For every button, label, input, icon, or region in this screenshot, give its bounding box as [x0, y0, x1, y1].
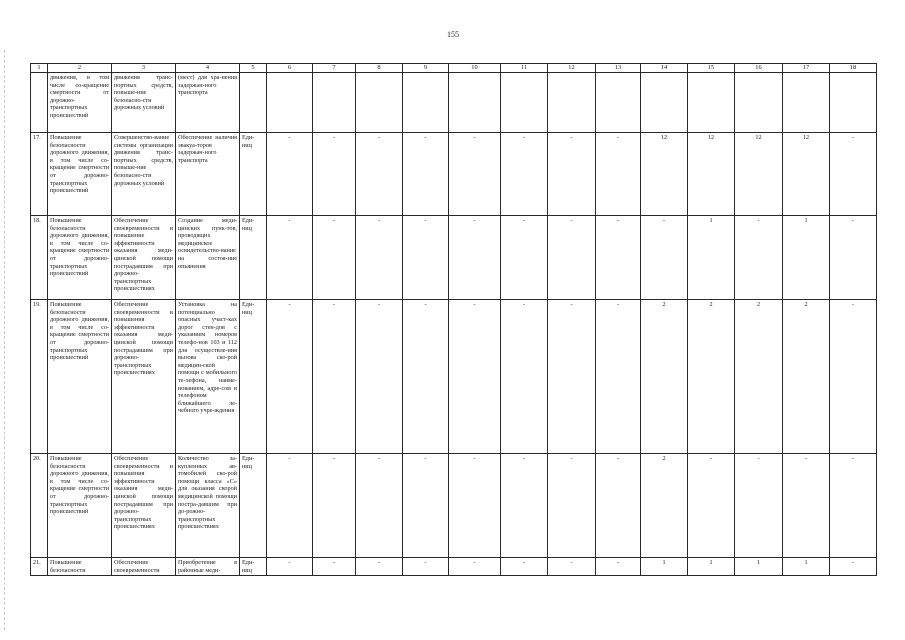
value-cell: -: [403, 216, 449, 300]
row-number: 18.: [31, 216, 48, 300]
column-number-11: 11: [501, 64, 548, 73]
row-number: 20.: [31, 454, 48, 558]
value-cell: -: [501, 454, 548, 558]
table-row: [31, 558, 877, 576]
value-cell: -: [449, 133, 501, 216]
value-cell: -: [403, 558, 449, 576]
value-cell: [641, 73, 688, 133]
value-cell: -: [596, 454, 641, 558]
row-number: 21.: [31, 558, 48, 576]
value-cell: -: [313, 133, 356, 216]
value-cell: -: [830, 558, 877, 576]
value-cell: -: [449, 558, 501, 576]
value-cell: -: [356, 300, 403, 454]
unit-cell: [240, 73, 267, 133]
value-cell: -: [596, 558, 641, 576]
goal-cell: Повышение безопасности дорожного движения, в том числе со-кращение смертности от дорожно-транспортных происшествий: [48, 133, 112, 216]
value-cell: -: [735, 216, 783, 300]
value-cell: -: [313, 558, 356, 576]
indicator-cell: (мест) для хра-нения задержан-ного транспорта: [176, 73, 240, 133]
unit-cell: Еди-ниц: [240, 300, 267, 454]
value-cell: 1: [783, 558, 830, 576]
column-number-18: 18: [830, 64, 877, 73]
value-cell: 2: [783, 300, 830, 454]
goal-cell: движения, в том числе со-кращение смертности от дорожно-транспортных происшествий: [48, 73, 112, 133]
value-cell: -: [313, 216, 356, 300]
goal-cell: Повышение безопасности дорожного движения, в том числе со-кращение смертности от дорожно-транспортных происшествий: [48, 454, 112, 558]
value-cell: -: [403, 133, 449, 216]
value-cell: -: [830, 216, 877, 300]
column-number-3: 3: [112, 64, 176, 73]
column-number-12: 12: [548, 64, 596, 73]
value-cell: [783, 73, 830, 133]
value-cell: [449, 73, 501, 133]
value-cell: -: [548, 558, 596, 576]
unit-cell: Еди-ниц: [240, 133, 267, 216]
table-row: [31, 454, 877, 558]
left-margin-rule: [4, 50, 5, 630]
indicator-cell: Количество за-купленных ав-томобилей ско-рой помощи класса «С» для оказания скорой медицинской помощи постра-давшим при до-рожно-транспортных происшествиях: [176, 454, 240, 558]
value-cell: -: [449, 300, 501, 454]
value-cell: [313, 73, 356, 133]
task-cell: движения транс-портных средств, повыше-ние безопасно-сти дорожных условий: [112, 73, 176, 133]
value-cell: [403, 73, 449, 133]
column-number-13: 13: [596, 64, 641, 73]
indicator-cell: Создание меди-цинских пунк-тов, проводящих медицинское освидетельство-вание на состоя-ние опьянения: [176, 216, 240, 300]
row-number: 19.: [31, 300, 48, 454]
column-number-16: 16: [735, 64, 783, 73]
indicator-cell: Установка на потенциально опасных участ-ках дорог стен-дов с указанием номеров телефо-нов 103 и 112 для осуществле-ния вызова ско-рой медицин-ской помощи с мобильного те-лефона, наиме-нованием, адре-сом и телефоном ближайшего ле-чебного учре-ждения: [176, 300, 240, 454]
value-cell: -: [641, 216, 688, 300]
column-number-10: 10: [449, 64, 501, 73]
value-cell: -: [313, 300, 356, 454]
value-cell: -: [267, 558, 313, 576]
value-cell: 1: [688, 216, 735, 300]
value-cell: -: [356, 558, 403, 576]
column-number-6: 6: [267, 64, 313, 73]
value-cell: -: [548, 216, 596, 300]
value-cell: -: [735, 454, 783, 558]
task-cell: Обеспечение своевременности и повышения эффективности оказания меди-цинской помощи пострадавшим при дорожно-транспортных происшествиях: [112, 454, 176, 558]
goal-cell: Повышение безопасности: [48, 558, 112, 576]
column-number-7: 7: [313, 64, 356, 73]
value-cell: [596, 73, 641, 133]
value-cell: [356, 73, 403, 133]
value-cell: 12: [783, 133, 830, 216]
value-cell: 2: [641, 300, 688, 454]
value-cell: -: [501, 133, 548, 216]
indicator-cell: Обеспечение наличия эвакуа-торов задержан-ного транспорта: [176, 133, 240, 216]
value-cell: -: [501, 558, 548, 576]
column-number-15: 15: [688, 64, 735, 73]
value-cell: -: [267, 300, 313, 454]
value-cell: -: [830, 133, 877, 216]
table-row: [31, 300, 877, 454]
task-cell: Обеспечение своевременности: [112, 558, 176, 576]
task-cell: Обеспечение своевременности и повышения эффективности оказания меди-цинской помощи пострадавшим при дорожно-транспортных происшествиях: [112, 300, 176, 454]
column-number-5: 5: [240, 64, 267, 73]
task-cell: Обеспечение своевременности и повышение эффективности оказания меди-цинской помощи пострадавшим при дорожно-транспортных происшествиях: [112, 216, 176, 300]
value-cell: [735, 73, 783, 133]
value-cell: -: [449, 216, 501, 300]
value-cell: 12: [688, 133, 735, 216]
row-number: [31, 73, 48, 133]
value-cell: -: [356, 133, 403, 216]
table-row: [31, 133, 877, 216]
value-cell: -: [548, 454, 596, 558]
unit-cell: Еди-ниц: [240, 454, 267, 558]
value-cell: -: [403, 454, 449, 558]
goal-cell: Повышение безопасности дорожного движения, в том числе со-кращение смертности от дорожно-транспортных происшествий: [48, 300, 112, 454]
value-cell: -: [596, 133, 641, 216]
column-number-2: 2: [48, 64, 112, 73]
value-cell: 1: [735, 558, 783, 576]
column-number-1: 1: [31, 64, 48, 73]
value-cell: -: [501, 300, 548, 454]
value-cell: -: [783, 454, 830, 558]
value-cell: -: [267, 454, 313, 558]
page-number: 155: [447, 30, 459, 39]
value-cell: -: [688, 454, 735, 558]
value-cell: -: [356, 454, 403, 558]
value-cell: -: [267, 216, 313, 300]
column-number-row: [31, 64, 877, 73]
value-cell: -: [830, 454, 877, 558]
value-cell: 12: [641, 133, 688, 216]
value-cell: -: [596, 300, 641, 454]
unit-cell: Еди-ниц: [240, 558, 267, 576]
goal-cell: Повышение безопасности дорожного движения, в том числе со-кращение смертности от дорожно-транспортных происшествий: [48, 216, 112, 300]
unit-cell: Еди-ниц: [240, 216, 267, 300]
task-cell: Совершенство-вание системы организации движения транс-портных средств, повыше-ние безопасно-сти дорожных условий: [112, 133, 176, 216]
value-cell: -: [548, 133, 596, 216]
value-cell: -: [403, 300, 449, 454]
row-number: 17.: [31, 133, 48, 216]
value-cell: -: [596, 216, 641, 300]
table-row: [31, 73, 877, 133]
value-cell: [830, 73, 877, 133]
value-cell: 2: [735, 300, 783, 454]
value-cell: [688, 73, 735, 133]
value-cell: 1: [641, 558, 688, 576]
indicator-cell: Приобретение в районные меди-: [176, 558, 240, 576]
value-cell: [501, 73, 548, 133]
column-number-8: 8: [356, 64, 403, 73]
value-cell: 1: [688, 558, 735, 576]
column-number-17: 17: [783, 64, 830, 73]
value-cell: 2: [688, 300, 735, 454]
value-cell: -: [449, 454, 501, 558]
value-cell: [267, 73, 313, 133]
value-cell: 2: [641, 454, 688, 558]
value-cell: -: [548, 300, 596, 454]
column-number-9: 9: [403, 64, 449, 73]
value-cell: 1: [783, 216, 830, 300]
data-table: [30, 63, 877, 576]
table-row: [31, 216, 877, 300]
value-cell: 12: [735, 133, 783, 216]
value-cell: -: [501, 216, 548, 300]
value-cell: -: [830, 300, 877, 454]
value-cell: -: [267, 133, 313, 216]
column-number-14: 14: [641, 64, 688, 73]
column-number-4: 4: [176, 64, 240, 73]
value-cell: -: [313, 454, 356, 558]
value-cell: -: [356, 216, 403, 300]
value-cell: [548, 73, 596, 133]
